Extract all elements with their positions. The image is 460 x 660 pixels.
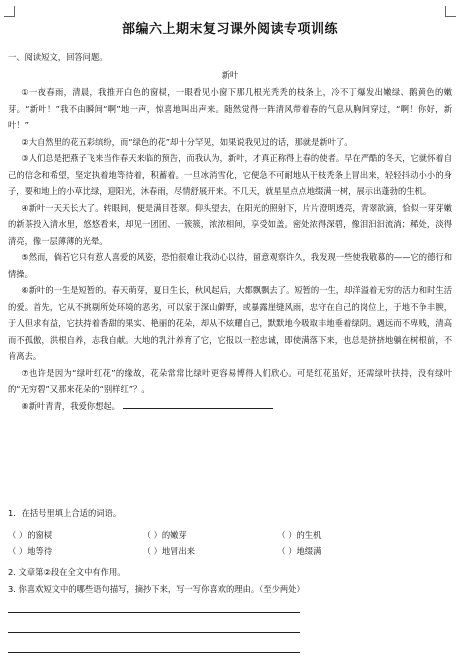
page-corner-mark	[445, 6, 456, 17]
passage-title: 新叶	[221, 70, 239, 80]
passage-body	[8, 84, 452, 414]
fill-in-item[interactable]: （ ）的生机	[277, 530, 322, 540]
paragraph-1: ①一夜春雨，清晨，我推开白色的窗棂，一眼看见小窗下那几根光秃秃的枝条上，冷不丁爆发出嫩绿、鹅黄色的嫩芽。“新叶！”我不由瞬间“啊”地一声，惊喜地叫出声来。随然觉得一阵清风带着春的气息从胸间穿过，“啊！你好，新叶！”	[8, 87, 452, 130]
fill-in-item[interactable]: （ ）地冒出来	[142, 546, 196, 556]
paragraph-7: ⑦也许是因为“绿叶红花”的缘故，花朵常常比绿叶更容易博得人们欣心。可是红花虽好，还需绿叶扶持，没有绿叶的“无穷碧”又那来花朵的“别样红”？。	[8, 367, 452, 394]
question-1-row	[8, 527, 409, 543]
fill-in-item[interactable]: （ ）的窗棂	[8, 530, 53, 540]
paragraph-2: ②大自然里的花五彩缤纷，而“绿色的花”却十分罕见，如果说我见过的话，那就是新叶了。	[21, 136, 353, 147]
fill-in-item[interactable]: （ ）地等待	[8, 546, 53, 556]
question-1: 1．在括号里填上合适的词语。	[8, 508, 122, 518]
question-1-row	[8, 543, 409, 559]
page-title: 部编六上期末复习课外阅读专项训练	[121, 22, 338, 37]
section-heading: 一、阅读短文，回答问题。	[8, 52, 108, 62]
fill-blank[interactable]	[123, 399, 273, 409]
paragraph-3: ③人们总是把燕子飞来当作春天来临的预告，而我认为，新叶，才真正称得上春的使者。早在严酷的冬天，它就怀着自己的信念和希望，坚定执着地等待着，积蓄着。一旦冰消雪化，它便急不可耐地从干枝秃条上冒出来，轻轻抖动小小的身子，要和地上的小草比绿，迎阳光，沐春雨，尽情舒展开来。不几天，就星星点点地缀满一树，展示出蓬勃的生机。	[8, 153, 452, 196]
question-3: 3. 你喜欢短文中的哪些语句描写，摘抄下来，写一写你喜欢的理由。（至少两处）	[8, 584, 305, 594]
fill-in-item[interactable]: （ ）的嫩芽	[142, 530, 187, 540]
paragraph-4: ④新叶一天天长大了。转眼间，便是满目苍翠。仰头望去，在阳光的照射下，片片澄明透亮，青翠欲滴，恰似一芽芽嫩的新茶投入清水里，悠悠看来，却见一团团、一簇簇，浓浓相间，享受如盖。密处浓得深碧，像泪汩汩流淌；稀处，淡得清亮，像一层薄薄的光晕。	[8, 202, 452, 246]
paragraph-5: ⑤然而，倘若它只有惹人喜爱的风姿，恐怕很难让我动心以待，留意观察许久，我发现一些使我敬慕的——它的德行和情操。	[8, 252, 452, 279]
answer-line[interactable]	[8, 612, 300, 613]
question-2: 2. 文章第②段在全文中有作用。	[8, 567, 126, 577]
paragraph-8-text: ⑧新叶青青，我爱你想起。	[21, 400, 120, 411]
paragraph-8	[8, 398, 452, 415]
question-1-items	[8, 527, 409, 559]
fill-in-item[interactable]: （ ）地缀满	[277, 546, 322, 556]
answer-line[interactable]	[8, 652, 300, 653]
answer-line[interactable]	[8, 632, 300, 633]
paragraph-6: ⑥新叶的一生是短暂的。春天萌芽，夏日生长，秋风起后，大都飘飘去了。短暂的一生，却洋溢着无穷的活力和时生活的爱。首先，它从不挑剔所处环境的恶劣，可以家于深山僻野，或暴露崖缝风雨，忠守在自己的岗位上，于地不争丰腴，于人但求有益，它扶持着香甜的果实、艳丽的花朵，却从不炫耀自己，默默地今吸取丰地垂着绿阴。遇远而不卑贱，清高而不孤傲，洪根自养，志我自献。大地的乳汁养育了它，它报以一腔忠诚，即使满落下来，也总是挤挤地躺在树根前，不肯离去。	[8, 285, 452, 361]
page-corner-mark	[4, 6, 15, 17]
